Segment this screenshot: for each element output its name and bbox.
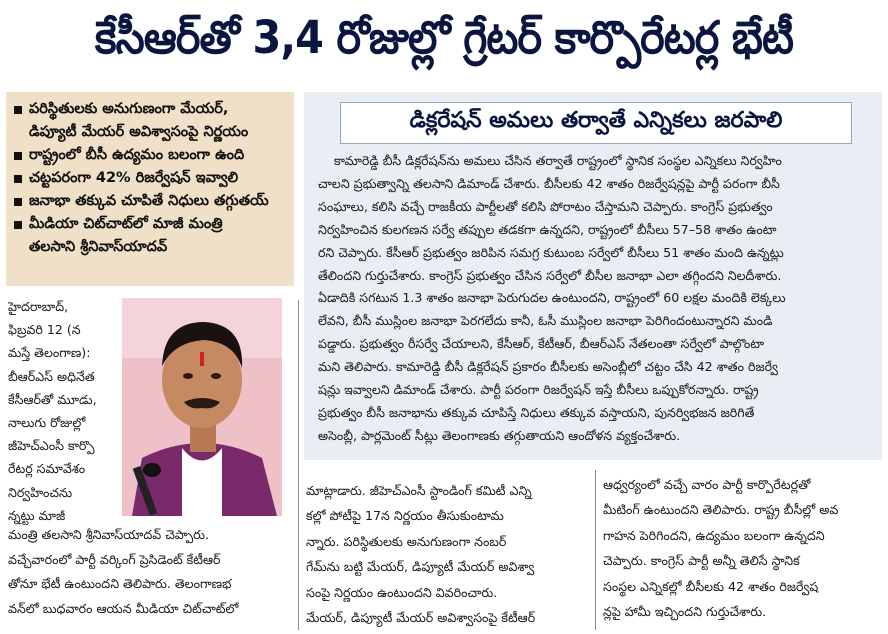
article-line: సంపై నిర్ణయం ఉంటుందని వివరించారు. — [306, 584, 498, 600]
article-line: న్నట్టు మాజీ — [8, 507, 66, 523]
subheadline: డిక్లరేషన్‌ అమలు తర్వాతే ఎన్నికలు జరపాలి — [340, 102, 852, 144]
panel-line: పడ్డారు. ప్రభుత్వం రీసర్వే చేయాలని, కేసీఆర్‌, కేటీఆర్‌, బీఆర్‌ఎస్‌ నేతలంతా సర్వేలో పాల్గొంటా — [318, 336, 765, 352]
talasani-photo — [122, 298, 282, 516]
highlight-text: రాష్ట్రంలో బీసీ ఉద్యమం బలంగా ఉంది — [29, 147, 245, 163]
headline: కేసీఆర్‌తో 3,4 రోజుల్లో గ్రేటర్‌ కార్పొరేటర్ల భేటీ — [94, 11, 794, 64]
article-line: రేటర్ల సమావేశం — [8, 461, 86, 477]
highlight-item — [12, 190, 288, 213]
panel-body — [318, 150, 870, 448]
panel-line: సంఘాలు, కలిసి వచ్చే రాజకీయ పార్టీలతో కలిసి పోరాటం చేస్తామని చెప్పారు. కాంగ్రెస్‌ ప్రభుత్వం — [318, 198, 773, 214]
article-line: మంత్రి తలసాని శ్రీనివాస్‌యాదవ్‌ చెప్పారు. — [8, 527, 209, 542]
panel-line: ఏడాదికి సగటున 1.3 శాతం జనాభా పెరుగుదల ఉంటుందని, రాష్ట్రంలో 60 లక్షల మందికి లెక్కలు — [318, 290, 786, 306]
highlight-text: మీడియా చిట్‌చాట్‌లో మాజీ మంత్రి — [29, 216, 223, 232]
column-divider — [298, 300, 299, 630]
article-line: ఫిబ్రవరి 12 (న — [8, 322, 81, 338]
highlight-item — [12, 167, 288, 190]
highlight-item — [12, 213, 288, 236]
highlight-item — [12, 144, 288, 167]
article-line: వచ్చేవారంలో పార్టీ వర్కింగ్‌ ప్రెసిడెంట్‌ కేటీఆర్‌ — [8, 551, 221, 567]
article-line: నాలుగు రోజుల్లో — [8, 415, 86, 430]
panel-line: చాలని ప్రభుత్వాన్ని తలసాని డిమాండ్‌ చేశారు. బీసీలకు 42 శాతం రిజర్వేషన్లపై పార్టీ పరంగా బీసీ — [318, 175, 780, 191]
article-line: న్నారు. పరిస్థితులకు అనుగుణంగా నంబర్‌ — [306, 533, 507, 549]
highlight-text: చట్టపరంగా 42% రిజర్వేషన్‌ ఇవ్వాలి — [29, 170, 239, 186]
article-line: మీటింగ్‌ ఉంటుందని తెలిపారు. రాష్ట్ర బీసీల్లో అవ — [603, 502, 839, 518]
panel-line: షన్లు ఇవ్వాలని డిమాండ్‌ చేశారు. పార్టీ పరంగా రిజర్వేషన్‌ ఇస్తే బీసీలు ఒప్పుకోరన్నారు. రాష్ట్ర — [318, 382, 759, 398]
panel-line: కామారెడ్డి బీసీ డిక్లరేషన్‌ను అమలు చేసిన తర్వాతే రాష్ట్రంలో స్థానిక సంస్థల ఎన్నికలు నిర్వహిం — [318, 153, 782, 168]
bullet-square-icon — [14, 152, 22, 160]
bullet-square-icon — [14, 221, 22, 229]
panel-line: తేలిందని గుర్తుచేశారు. కాంగ్రెస్‌ ప్రభుత్వం చేసిన సర్వేలో బీసీల జనాభా ఎలా తగ్గిందని నిలదీశారు. — [318, 267, 782, 283]
article-line: బీఆర్‌ఎస్‌ అధినేత — [8, 368, 95, 384]
highlight-text: పరిస్థితులకు అనుగుణంగా మేయర్‌, — [29, 101, 229, 117]
panel-line: రని చెప్పారు. కేసీఆర్‌ ప్రభుత్వం జరిపిన సమగ్ర కుటుంబ సర్వేలో బీసీలు 51 శాతం మంది ఉన్నట్లు — [318, 244, 784, 260]
article-line: మస్తే తెలంగాణ): — [8, 345, 91, 361]
bullet-square-icon — [14, 198, 22, 206]
highlights-box — [6, 92, 294, 286]
panel-line: అసెంబ్లీ, పార్లమెంట్‌ సీట్లు తెలంగాణకు తగ్గుతాయని ఆందోళన వ్యక్తంచేశారు. — [318, 427, 681, 443]
declaration-panel — [304, 92, 882, 460]
highlight-text: తలసాని శ్రీనివాస్‌యాదవ్‌ — [29, 239, 168, 255]
panel-line: ప్రభుత్వం బీసీ జనాభాను తక్కువ చూపిస్తే నిధులు తక్కువ వస్తాయని, పునర్విభజన జరిగితే — [318, 404, 755, 420]
article-line: మేయర్‌, డిప్యూటీ మేయర్‌ అవిశ్వాసంపై కేటీఆర్‌ — [306, 610, 536, 625]
panel-line: లేవని, బీసీ ముస్లింల జనాభా పెరగలేదు కానీ, ఓసీ ముస్లింల జనాభా పెరిగిందంటున్నారని మండి — [318, 313, 773, 329]
article-line: కల్లో పోటీపై 17న నిర్ణయం తీసుకుంటామ — [306, 508, 504, 524]
article-line: జీహెచ్‌ఎంసీ కార్పొ — [8, 438, 95, 454]
bullet-square-icon — [14, 175, 22, 183]
bullet-square-icon — [14, 106, 22, 114]
article-line: హైదరాబాద్‌, — [8, 299, 69, 314]
article-line: గేమ్‌ను బట్టి మేయర్‌, డిప్యూటీ మేయర్‌ అవిశ్వా — [306, 559, 535, 575]
highlight-item — [12, 98, 288, 121]
column-divider — [595, 470, 596, 630]
highlight-text: జనాభా తక్కువ చూపితే నిధులు తగ్గుతయ్‌ — [29, 193, 269, 209]
article-line: వన్‌లో బుధవారం ఆయన మీడియా చిట్‌చాట్‌లో — [8, 600, 239, 616]
article-line: సంస్థల ఎన్నికల్లో బీసీలకు 42 శాతం రిజర్వేష — [603, 578, 819, 594]
highlight-item — [12, 121, 288, 144]
article-line: న్లపై హామీ ఇచ్చిందని గుర్తుచేశారు. — [603, 604, 767, 619]
article-line: గాహన పెరిగిందని, ఉద్యమం బలంగా ఉన్నదని — [603, 527, 825, 543]
highlight-text: డిప్యూటీ మేయర్‌ అవిశ్వాసంపై నిర్ణయం — [29, 124, 249, 140]
panel-line: మని తెలిపారు. కామారెడ్డి బీసీ డిక్లరేషన్‌ ప్రకారం బీసీలకు అసెంబ్లీలో చట్టం చేసి 42 శాతం రిజర్వే — [318, 359, 778, 375]
article-line: చెప్పారు. కాంగ్రెస్‌ పార్టీ అన్నీ తెలిసే స్థానిక — [603, 553, 800, 569]
article-line: మాట్లాడారు. జీహెచ్‌ఎంసీ స్టాండింగ్‌ కమిటీ ఎన్ని — [306, 483, 532, 498]
article-line: ఆధ్వర్యంలో వచ్చే వారం పార్టీ కార్పొరేటర్లతో — [603, 477, 811, 492]
article-line: కేసీఆర్‌తో మూడు, — [8, 391, 97, 407]
article-line: నిర్వహించను — [8, 484, 73, 500]
article-line: తోనూ భేటీ ఉంటుందని తెలిపారు. తెలంగాణభ — [8, 576, 232, 592]
highlight-item — [12, 236, 288, 259]
portrait-illustration — [122, 298, 282, 516]
panel-line: నిర్వహించిన కులగణన సర్వే తప్పుల తడకగా ఉన్నదని, రాష్ట్రంలో బీసీలు 57–58 శాతం ఉంటా — [318, 221, 777, 237]
